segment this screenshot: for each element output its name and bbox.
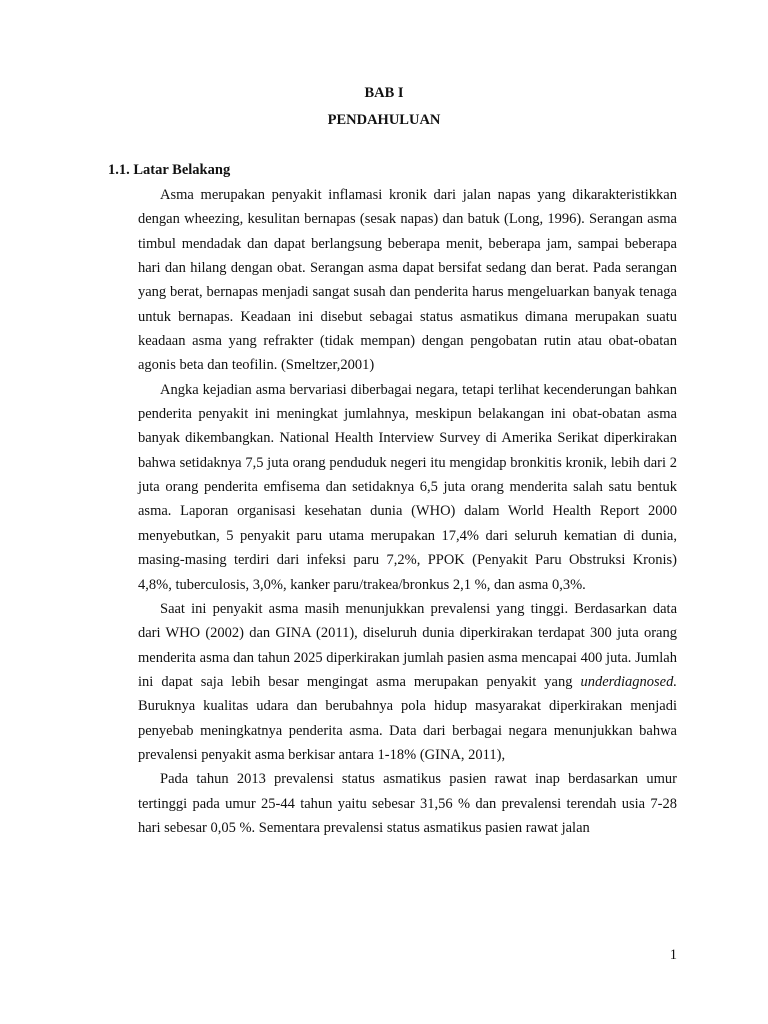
- paragraph-1: Asma merupakan penyakit inflamasi kronik dari jalan napas yang dikarakteristikkan dengan wheezing, kesulitan bernapas (sesak napas) dan batuk (Long, 1996). Serangan asma timbul mendadak dan dapat berlangsung beberapa menit, beberapa jam, sampai beberapa hari dan hilang dengan obat. Serangan asma dapat bersifat sedang dan berat. Pada serangan yang berat, bernapas menjadi sangat susah dan penderita harus mengeluarkan banyak tenaga untuk bernapas. Keadaan ini disebut sebagai status asmatikus dimana merupakan suatu keadaan asma yang refrakter (tidak mempan) dengan pengobatan rutin atau obat-obatan agonis beta dan teofilin. (Smeltzer,2001): [138, 187, 677, 374]
- paragraph-3-italic-term: underdiagnosed.: [580, 673, 677, 690]
- paragraph-3-text-after: Buruknya kualitas udara dan berubahnya pola hidup masyarakat diperkirakan menjadi penyebab meningkatnya penderita asma. Data dari berbagai negara menunjukkan bahwa prevalensi penyakit asma berkisar antara 1-18% (GINA, 2011),: [138, 698, 677, 763]
- paragraph-2: Angka kejadian asma bervariasi diberbagai negara, tetapi terlihat kecenderungan bahkan penderita penyakit ini meningkat jumlahnya, meskipun belakangan ini obat-obatan asma banyak dikembangkan. National Health Interview Survey di Amerika Serikat diperkirakan bahwa setidaknya 7,5 juta orang penduduk negeri itu mengidap bronkitis kronik, lebih dari 2 juta orang penderita emfisema dan setidaknya 6,5 juta orang menderita salah satu bentuk asma. Laporan organisasi kesehatan dunia (WHO) dalam World Health Report 2000 menyebutkan, 5 penyakit paru utama merupakan 17,4% dari seluruh kematian di dunia, masing-masing terdiri dari infeksi paru 7,2%, PPOK (Penyakit Paru Obstruksi Kronis) 4,8%, tuberculosis, 3,0%, kanker paru/trakea/bronkus 2,1 %, dan asma 0,3%.: [138, 381, 677, 593]
- paragraph-3: [138, 597, 677, 767]
- chapter-title: PENDAHULUAN: [327, 112, 441, 128]
- paragraph-4: Pada tahun 2013 prevalensi status asmatikus pasien rawat inap berdasarkan umur tertinggi pada umur 25-44 tahun yaitu sebesar 31,56 % dan prevalensi terendah usia 7-28 hari sebesar 0,05 %. Sementara prevalensi status asmatikus pasien rawat jalan: [138, 771, 677, 836]
- paragraph-3-text-before: Saat ini penyakit asma masih menunjukkan prevalensi yang tinggi. Berdasarkan data dari WHO (2002) dan GINA (2011), diseluruh dunia diperkirakan terdapat 300 juta orang menderita asma dan tahun 2025 diperkirakan jumlah pasien asma mencapai 400 juta. Jumlah ini dapat saja lebih besar mengingat asma merupakan penyakit yang: [138, 600, 677, 690]
- body-text: [138, 183, 677, 840]
- page-number: 1: [669, 947, 677, 963]
- chapter-number: BAB I: [364, 85, 404, 101]
- section-heading: 1.1. Latar Belakang: [108, 162, 231, 178]
